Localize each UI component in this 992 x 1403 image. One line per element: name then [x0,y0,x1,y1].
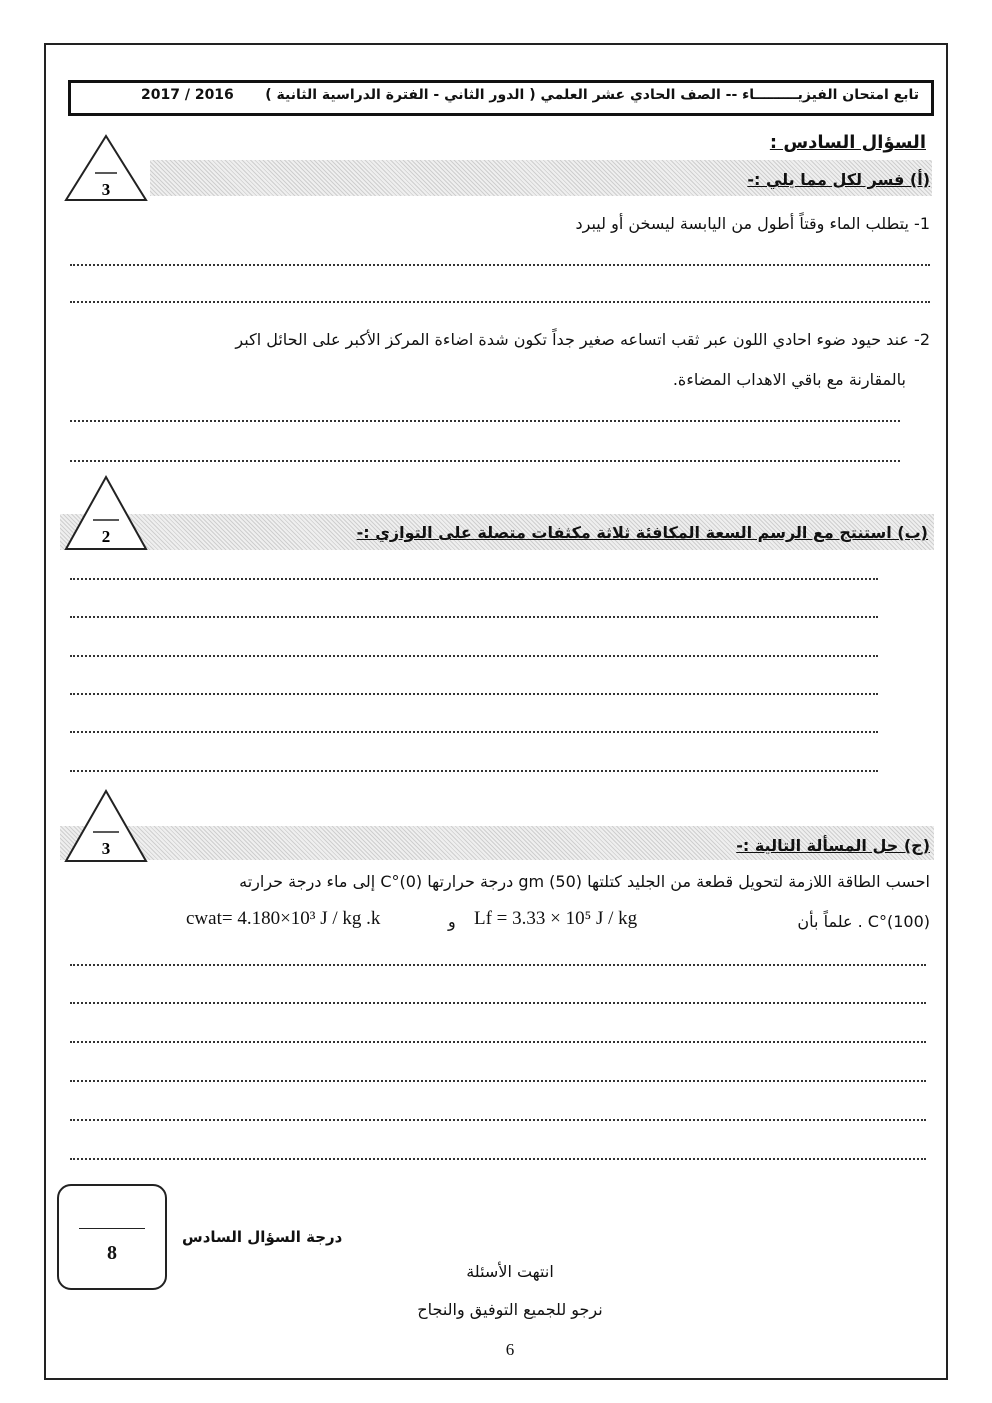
total-score: 8 [107,1242,117,1264]
part-b-score-triangle [63,474,149,552]
answer-line [70,420,900,422]
and-word: و [448,912,456,931]
score-label: درجة السؤال السادس [182,1228,343,1246]
part-b-score: 2 [101,527,111,546]
question-title: السؤال السادس : [769,132,926,153]
answer-line [70,655,878,657]
part-c-label: (ج) حل المسألة التالية :- [736,836,930,855]
header-year: 2017 / 2016 [141,87,234,103]
part-b-label: (ب) استنتج مع الرسم السعة المكافئة ثلاثة مكثفات متصلة على التوازي :- [356,523,928,542]
answer-line [70,731,878,733]
part-a-item-2: 2- عند حيود ضوء احادي اللون عبر ثقب اتساعه صغير جداً تكون شدة اضاءة المركز الأكبر على الحائل اكبر [235,330,930,349]
part-c-score-triangle [63,788,149,864]
answer-line [70,693,878,695]
part-a-item-2-cont: بالمقارنة مع باقي الاهداب المضاءة. [672,370,906,389]
answer-line [70,1080,926,1082]
answer-line [70,616,878,618]
latent-heat-formula: Lf = 3.33 × 10⁵ J / kg [474,908,638,929]
page-number: 6 [505,1340,515,1359]
part-a-label: (أ) فسر لكل مما يلي :- [747,170,930,189]
answer-line [70,1041,926,1043]
part-a-score: 3 [101,180,111,199]
answer-line [70,460,900,462]
part-c-line-2: C°(100) . علماً بأن [797,912,930,931]
specific-heat-formula: cwat= 4.180×10³ J / kg .k [186,908,381,929]
part-a-score-triangle [63,133,149,203]
answer-line [70,964,926,966]
page-border [44,43,948,1380]
answer-line [70,1002,926,1004]
end-text: انتهت الأسئلة [466,1262,554,1281]
part-a-item-1: 1- يتطلب الماء وقتاً أطول من اليابسة ليسخن أو ليبرد [575,214,930,233]
answer-line [70,301,930,303]
total-score-box [57,1184,167,1290]
part-c-score: 3 [101,839,111,858]
answer-line [70,1119,926,1121]
header-title: تابع امتحان الفيزيـــــــــاء -- الصف الحادي عشر العلمي ( الدور الثاني - الفترة الدراسية الثانية ) [265,87,919,103]
part-c-line-1: احسب الطاقة اللازمة لتحويل قطعة من الجليد كتلتها gm (50) درجة حرارتها C°(0) إلى ماء درجة حرارته [239,872,930,891]
answer-line [70,264,930,266]
answer-line [70,770,878,772]
answer-line [70,578,878,580]
exam-header [68,80,934,116]
wish-text: نرجو للجميع التوفيق والنجاح [417,1300,603,1319]
answer-line [70,1158,926,1160]
